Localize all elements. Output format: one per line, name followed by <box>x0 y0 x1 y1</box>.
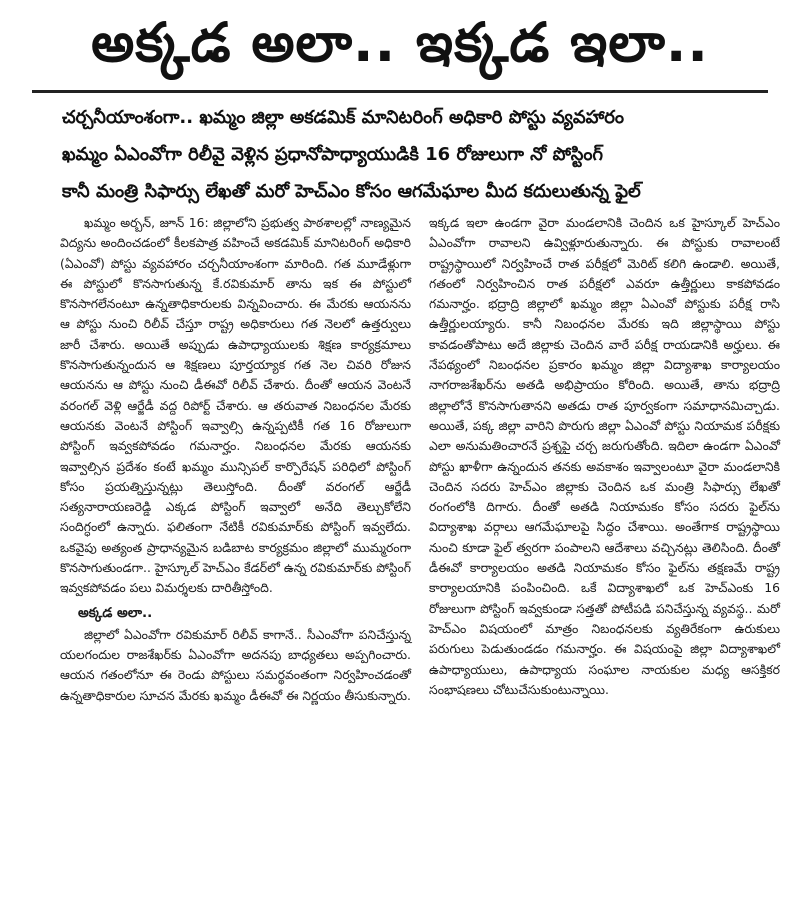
highlight-text: చర్చనీయాంశంగా.. ఖమ్మం జిల్లా అకడమిక్ మానిటరింగ్ అధికారి పోస్టు వ్యవహారం <box>62 107 625 128</box>
headline-divider <box>32 90 768 93</box>
body-paragraph: ఇక్కడ ఇలా ఉండగా వైరా మండలానికి చెందిన ఒక హైస్కూల్ హెచ్ఎం ఏఎంవోగా రావాలని ఉవ్విళ్లూరుతున్నారు. ఈ పోస్టుకు రావాలంటే రాష్ట్రస్థాయిలో నిర్వహించే రాత పరీక్షలో మెరిట్ కలిగి ఉండాలి. అయితే, గతంలో నిర్వహించిన రాత పరీక్షలో ఎవరూ ఉత్తీర్ణులు కాకపోవడం గమనార్హం. భద్రాద్రి జిల్లాలో ఖమ్మం జిల్లా ఏఎంవో పోస్టుకు పరీక్ష రాసి ఉత్తీర్ణులయ్యారు. కానీ నిబంధనల మేరకు ఇది జిల్లాస్థాయి పోస్టు కావడంతోపాటు అదే జిల్లాకు చెందిన వారే పరీక్ష రాయడానికి అర్హులు. ఈ నేపథ్యంలో నిబంధనల ప్రకారం ఖమ్మం జిల్లా విద్యాశాఖ కార్యాలయం నాగరాజశేఖర్‌ను అతడి అభిప్రాయం కోరింది. అయితే, తాను భద్రాద్రి జిల్లాలోనే కొనసాగుతానని అతడు రాత పూర్వకంగా సమాధానమిచ్చాడు. అయితే, పక్క జిల్లా వారిని పొరుగు జిల్లా ఏఎంవో పోస్టు నియామక పరీక్షకు ఎలా అనుమతించారనే ప్రశ్నపై చర్చ జరుగుతోంది. ఇదిలా ఉండగా ఏఎంవో పోస్టు ఖాళీగా ఉన్నందున తనకు అవకాశం ఇవ్వాలంటూ వైరా మండలానికి చెందిన సదరు హెచ్ఎం జిల్లాకు చెందిన ఒక మంత్రి సిఫార్సు లేఖతో రంగంలోకి దిగారు. దీంతో అతడి నియామకం కోసం సదరు ఫైల్‌ను విద్యాశాఖ వర్గాలు ఆగమేఘాలపై సిద్ధం చేశాయి. అంతేగాక రాష్ట్రస్థాయి నుంచి కూడా ఫైల్ త్వరగా పంపాలని ఆదేశాలు వచ్చినట్లు తెలిసింది. దీంతో డీఈవో కార్యాలయం అతడి నియామకం కోసం ఫైల్‌ను తక్షణమే రాష్ట్ర కార్యాలయానికి పంపించింది. ఒకే విద్యాశాఖలో ఒక హెచ్ఎంకు 16 రోజులుగా పోస్టింగ్ ఇవ్వకుండా సత్తతో పోటీపడి పనిచేస్తున్న వ్యవస్థ.. మరో హెచ్ఎం విషయంలో మాత్రం నిబంధనలకు వ్యతిరేకంగా ఉరుకులు పరుగులు పెడుతుండడం గమనార్హం. ఈ విషయంపై జిల్లా విద్యాశాఖలో ఉపాధ్యాయులు, ఉపాధ్యాయ సంఘాల నాయకుల మధ్య ఆసక్తికర సంభాషణలు చోటుచేసుకుంటున్నాయి. <box>429 215 780 697</box>
article-column-right <box>429 213 780 706</box>
article-headline: అక్కడ అలా.. ఇక్కడ ఇలా.. <box>91 11 709 74</box>
article-column-left <box>60 213 411 706</box>
highlight-item <box>62 136 786 173</box>
section-subhead: అక్కడ అలా.. <box>78 604 153 621</box>
highlights-list <box>14 99 786 210</box>
highlight-text: ఖమ్మం ఏఎంవోగా రిలీవై వెళ్లిన ప్రధానోపాధ్యాయుడికి 16 రోజులుగా నో పోస్టింగ్ <box>62 144 604 165</box>
highlight-text: కానీ మంత్రి సిఫార్సు లేఖతో మరో హెచ్ఎం కోసం ఆగమేఘాల మీద కదులుతున్న ఫైల్ <box>62 181 641 202</box>
article-body <box>60 213 780 706</box>
body-paragraph: ఖమ్మం అర్బన్, జూన్ 16: జిల్లాలోని ప్రభుత్వ పాఠశాలల్లో నాణ్యమైన విద్యను అందించడంలో కీలకపాత్ర వహించే అకడమిక్ మానిటరింగ్ అధికారి (ఏఎంవో) పోస్టు వ్యవహారం చర్చనీయాంశంగా మారింది. గత మూడేళ్లుగా ఈ పోస్టులో కొనసాగుతున్న కే.రవికుమార్ తాను ఇక ఈ పోస్టులో కొనసాగలేనంటూ ఉన్నతాధికారులకు విన్నవించారు. ఈ మేరకు ఆయనను ఆ పోస్టు నుంచి రిలీవ్ చేస్తూ రాష్ట్ర అధికారులు గత నెలలో ఉత్తర్వులు జారీ చేశారు. అయితే అప్పుడు ఉపాధ్యాయులకు శిక్షణ కార్యక్రమాలు కొనసాగుతున్నందున ఆ శిక్షణలు పూర్తయ్యాక గత నెల చివరి రోజున ఆయనను ఆ పోస్టు నుంచి డీఈవో రిలీవ్ చేశారు. దీంతో ఆయన వెంటనే వరంగల్ వెళ్లి ఆర్జేడీ వద్ద రిపోర్ట్ చేశారు. ఆ తరువాత నిబంధనల మేరకు ఆయనకు వెంటనే పోస్టింగ్ ఇవ్వాల్సి ఉన్నప్పటికీ గత 16 రోజులుగా పోస్టింగ్ ఇవ్వకపోవడం గమనార్హం. నిబంధనల మేరకు ఆయనకు ఇవ్వాల్సిన ప్రదేశం కంటే ఖమ్మం మున్సిపల్ కార్పొరేషన్ పరిధిలో పోస్టింగ్ కోసం ప్రయత్నిస్తున్నట్లు తెలుస్తోంది. దీంతో వరంగల్ ఆర్జేడీ సత్యనారాయణరెడ్డి ఎక్కడ పోస్టింగ్ ఇవ్వాలో అనేది తెల్చుకోలేని సందిగ్ధంలో ఉన్నారు. ఫలితంగా నేటికీ రవికుమార్‌కు పోస్టింగ్ ఇవ్వలేదు. ఒకవైపు అత్యంత ప్రాధాన్యమైన బడిబాట కార్యక్రమం జిల్లాలో ముమ్మరంగా కొనసాగుతుండగా.. హైస్కూల్ హెచ్ఎం కేడర్‌లో ఉన్న రవికుమార్‌కు పోస్టింగ్ ఇవ్వకపోవడం పలు విమర్శలకు దారితీస్తోంది. <box>60 215 411 596</box>
body-paragraph: జిల్లాలో ఏఎంవోగా రవికుమార్ రిలీవ్ కాగానే.. సీఎంవోగా పనిచేస్తున్న యలగందుల రాజశేఖర్‌కు ఏఎంవోగా అదనపు బాధ్యతలు అప్పగించారు. ఆయన గతంలోనూ ఈ రెండు పోస్టులు సమర్థవంతంగా నిర్వహించడంతో ఉన్నతాధికారుల సూచన మేరకు ఖమ్మం డీఈవో ఈ నిర్ణయం తీసుకున్నారు. <box>60 626 411 703</box>
highlight-item <box>62 173 786 210</box>
highlight-item <box>62 99 786 136</box>
